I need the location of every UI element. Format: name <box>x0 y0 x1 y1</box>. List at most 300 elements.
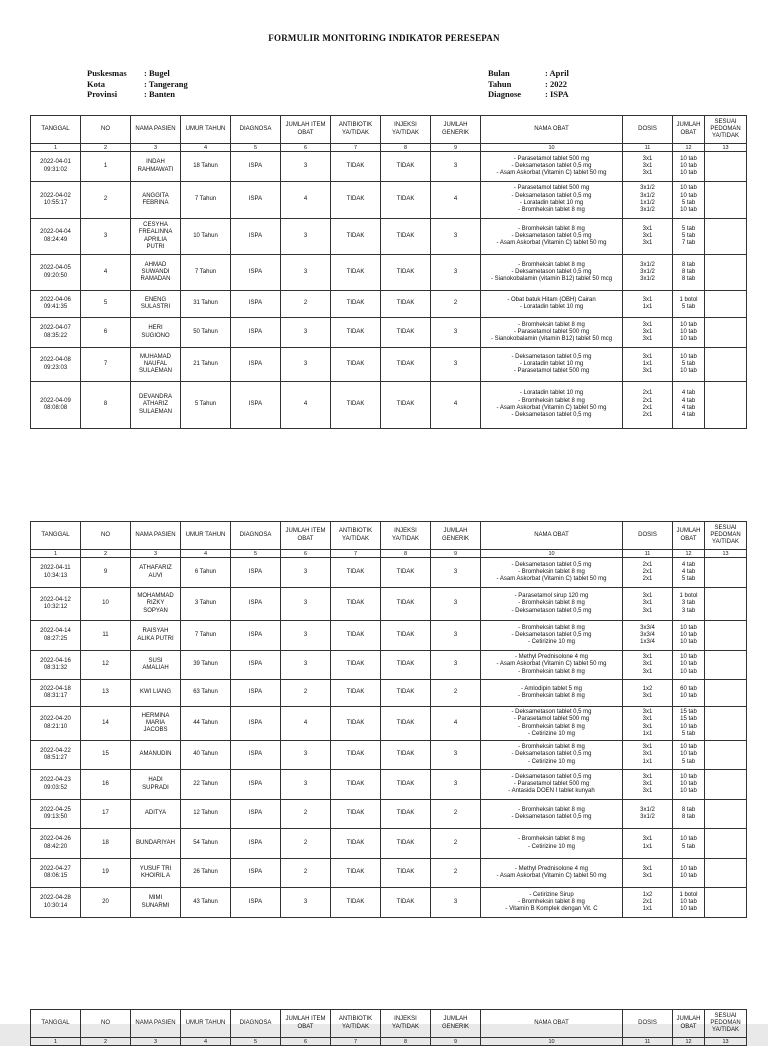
cell-antibiotik: TIDAK <box>331 219 381 255</box>
nama-line: SUNARMI <box>141 902 170 909</box>
cell-nama-obat <box>481 770 623 800</box>
jumlah-obat-line: 10 tab <box>680 639 697 646</box>
tanggal-line: 10:55:17 <box>43 200 68 206</box>
column-number: 11 <box>623 550 673 558</box>
cell-jumlah-item: 3 <box>281 348 331 382</box>
nama-line: APRILIA <box>143 236 167 243</box>
cell-tanggal <box>31 651 81 680</box>
cell-sesuai <box>705 680 747 707</box>
column-number-row <box>31 1038 747 1046</box>
tanggal-line: 2022-04-28 <box>40 895 71 902</box>
cell-dosis <box>623 829 673 859</box>
obat-line: - Cetirizine 10 mg <box>527 730 575 737</box>
jumlah-obat-line: 10 tab <box>680 654 697 661</box>
dosis-line: 3x1/2 <box>640 207 655 214</box>
cell-antibiotik: TIDAK <box>331 770 381 800</box>
cell-dosis <box>623 680 673 707</box>
cell-nama-pasien <box>131 621 181 651</box>
table-row <box>31 588 747 621</box>
obat-line: - Parasetamol tablet 500 mg <box>513 368 590 375</box>
cell-sesuai <box>705 651 747 680</box>
dosis-line: 3x1 <box>642 353 653 360</box>
column-header: UMUR TAHUN <box>181 1010 231 1038</box>
dosis-line: 1x1 <box>642 730 653 737</box>
header-row <box>31 522 747 550</box>
column-number: 5 <box>231 144 281 152</box>
column-number: 5 <box>231 1038 281 1046</box>
table-row <box>31 651 747 680</box>
nama-line: SUWANDI <box>141 268 170 275</box>
cell-dosis <box>623 770 673 800</box>
dosis-line: 2x1 <box>642 561 653 568</box>
obat-line: - Deksametason tablet 0,5 mg <box>511 412 592 419</box>
cell-antibiotik: TIDAK <box>331 255 381 291</box>
cell-diagnosa: ISPA <box>231 741 281 770</box>
cell-injeksi: TIDAK <box>381 741 431 770</box>
column-header: JUMLAH GENERIK <box>431 522 481 550</box>
cell-no: 10 <box>81 588 131 621</box>
jumlah-obat-line: 60 tab <box>680 685 697 692</box>
dosis-line: 3x1 <box>642 836 653 843</box>
cell-jumlah-item: 2 <box>281 680 331 707</box>
cell-generik: 3 <box>431 651 481 680</box>
cell-antibiotik: TIDAK <box>331 741 381 770</box>
cell-nama-obat <box>481 859 623 888</box>
table-row <box>31 859 747 888</box>
cell-sesuai <box>705 741 747 770</box>
table-row <box>31 382 747 429</box>
dosis-line: 3x1 <box>642 225 653 232</box>
cell-umur: 10 Tahun <box>181 219 231 255</box>
obat-line: - Cetirizine 10 mg <box>527 758 575 765</box>
cell-diagnosa: ISPA <box>231 707 281 741</box>
dosis-line: 3x1 <box>642 744 653 751</box>
cell-dosis <box>623 741 673 770</box>
jumlah-obat-line: 4 tab <box>681 568 696 575</box>
column-header: JUMLAH ITEM OBAT <box>281 116 331 144</box>
cell-jumlah-item: 3 <box>281 219 331 255</box>
cell-tanggal <box>31 219 81 255</box>
table-row <box>31 888 747 918</box>
jumlah-obat-line: 5 tab <box>681 200 696 206</box>
cell-nama-obat <box>481 800 623 829</box>
cell-no: 12 <box>81 651 131 680</box>
cell-injeksi: TIDAK <box>381 770 431 800</box>
jumlah-obat-line: 5 tab <box>681 360 696 367</box>
column-number: 3 <box>131 144 181 152</box>
cell-antibiotik: TIDAK <box>331 859 381 888</box>
dosis-line: 3x1 <box>642 170 653 177</box>
jumlah-obat-line: 10 tab <box>680 624 697 631</box>
column-header: NAMA PASIEN <box>131 1010 181 1038</box>
obat-line: - Bromheksin tablet 8 mg <box>518 836 585 843</box>
cell-sesuai <box>705 859 747 888</box>
obat-line: - Bromheksin tablet 8 mg <box>518 744 585 751</box>
cell-antibiotik: TIDAK <box>331 651 381 680</box>
dosis-line: 2x1 <box>642 397 653 404</box>
obat-line: - Amlodipin tablet 5 mg <box>520 685 583 692</box>
column-header: JUMLAH OBAT <box>673 522 705 550</box>
cell-tanggal <box>31 348 81 382</box>
prescription-table-2 <box>30 521 747 918</box>
cell-jumlah-obat <box>673 219 705 255</box>
column-header: NAMA PASIEN <box>131 522 181 550</box>
column-number: 11 <box>623 1038 673 1046</box>
cell-nama-obat <box>481 588 623 621</box>
obat-line: - Deksametason tablet 0,5 mg <box>511 561 592 568</box>
cell-diagnosa: ISPA <box>231 348 281 382</box>
cell-generik: 3 <box>431 588 481 621</box>
nama-line: HERMINA <box>141 712 170 719</box>
column-number: 9 <box>431 1038 481 1046</box>
cell-sesuai <box>705 182 747 219</box>
cell-antibiotik: TIDAK <box>331 680 381 707</box>
cell-injeksi: TIDAK <box>381 255 431 291</box>
cell-sesuai <box>705 318 747 348</box>
column-header: UMUR TAHUN <box>181 116 231 144</box>
cell-umur: 50 Tahun <box>181 318 231 348</box>
jumlah-obat-line: 10 tab <box>680 162 697 169</box>
column-header: JUMLAH ITEM OBAT <box>281 522 331 550</box>
jumlah-obat-line: 5 tab <box>681 304 696 310</box>
obat-line: - Cetirizine 10 mg <box>527 639 575 646</box>
cell-jumlah-obat <box>673 588 705 621</box>
tanggal-line: 10:34:13 <box>43 572 68 579</box>
nama-line: ATHAFARIZ <box>139 565 172 572</box>
dosis-line: 3x1 <box>642 865 653 872</box>
cell-no: 7 <box>81 348 131 382</box>
tanggal-line: 2022-04-22 <box>40 747 71 754</box>
column-number: 10 <box>481 550 623 558</box>
obat-line: - Asam Askorbat (Vitamin C) tablet 50 mg <box>496 576 607 583</box>
cell-no: 4 <box>81 255 131 291</box>
jumlah-obat-line: 10 tab <box>680 321 697 328</box>
cell-injeksi: TIDAK <box>381 588 431 621</box>
cell-jumlah-item: 2 <box>281 800 331 829</box>
column-number: 7 <box>331 550 381 558</box>
tanggal-line: 08:31:17 <box>43 693 68 699</box>
column-header: TANGGAL <box>31 116 81 144</box>
cell-no: 19 <box>81 859 131 888</box>
column-header: NO <box>81 116 131 144</box>
cell-sesuai <box>705 621 747 651</box>
table-row <box>31 348 747 382</box>
cell-sesuai <box>705 829 747 859</box>
column-number: 8 <box>381 144 431 152</box>
obat-line: - Parasetamol tablet 500 mg <box>513 716 590 723</box>
obat-line: - Bromheksin tablet 8 mg <box>518 321 585 328</box>
column-number: 5 <box>231 550 281 558</box>
tanggal-line: 2022-04-04 <box>40 229 71 236</box>
nama-line: RAISYAH <box>142 628 169 635</box>
cell-nama-pasien <box>131 152 181 182</box>
obat-line: - Deksametason tablet 0,5 mg <box>511 232 592 239</box>
table-row <box>31 255 747 291</box>
cell-antibiotik: TIDAK <box>331 588 381 621</box>
cell-diagnosa: ISPA <box>231 382 281 429</box>
cell-injeksi: TIDAK <box>381 829 431 859</box>
tanggal-line: 08:21:10 <box>43 723 68 730</box>
cell-nama-obat <box>481 382 623 429</box>
obat-line: - Asam Askorbat (Vitamin C) tablet 50 mg <box>496 240 607 247</box>
cell-tanggal <box>31 829 81 859</box>
cell-dosis <box>623 382 673 429</box>
obat-line: - Loratadin tablet 10 mg <box>519 360 584 367</box>
cell-antibiotik: TIDAK <box>331 291 381 318</box>
obat-line: - Parasetamol tablet 500 mg <box>513 780 590 787</box>
dosis-line: 2x1 <box>642 568 653 575</box>
cell-injeksi: TIDAK <box>381 152 431 182</box>
dosis-line: 1x1/2 <box>640 200 655 206</box>
dosis-line: 3x1 <box>642 328 653 335</box>
dosis-line: 2x1 <box>642 898 653 905</box>
dosis-line: 3x1 <box>642 593 653 600</box>
nama-line: MUHAMAD <box>140 353 171 360</box>
nama-line: KWI LIANG <box>139 689 171 696</box>
cell-umur: 6 Tahun <box>181 558 231 588</box>
cell-jumlah-item: 2 <box>281 859 331 888</box>
cell-injeksi: TIDAK <box>381 800 431 829</box>
jumlah-obat-line: 4 tab <box>681 561 696 568</box>
cell-umur: 18 Tahun <box>181 152 231 182</box>
dosis-line: 3x1 <box>642 162 653 169</box>
column-number: 6 <box>281 550 331 558</box>
jumlah-obat-line: 8 tab <box>681 261 696 268</box>
cell-nama-obat <box>481 255 623 291</box>
cell-diagnosa: ISPA <box>231 152 281 182</box>
cell-tanggal <box>31 707 81 741</box>
cell-jumlah-obat <box>673 152 705 182</box>
nama-line: SUPRADI <box>142 784 169 791</box>
cell-no: 20 <box>81 888 131 918</box>
table-header <box>31 116 747 152</box>
cell-nama-obat <box>481 558 623 588</box>
table-row <box>31 558 747 588</box>
cell-no: 16 <box>81 770 131 800</box>
cell-antibiotik: TIDAK <box>331 888 381 918</box>
tanggal-line: 2022-04-08 <box>40 357 71 364</box>
cell-jumlah-item: 4 <box>281 707 331 741</box>
cell-dosis <box>623 651 673 680</box>
nama-line: KHOIRIL A <box>140 873 171 879</box>
cell-umur: 5 Tahun <box>181 382 231 429</box>
table-row <box>31 152 747 182</box>
nama-line: FREALINNA <box>138 229 173 236</box>
dosis-line: 3x3/4 <box>640 624 655 631</box>
column-number: 9 <box>431 550 481 558</box>
tanggal-line: 2022-04-11 <box>40 565 71 572</box>
info-row-kota <box>87 79 188 90</box>
cell-nama-pasien <box>131 707 181 741</box>
cell-no: 2 <box>81 182 131 219</box>
tanggal-line: 09:20:50 <box>43 272 68 279</box>
cell-umur: 43 Tahun <box>181 888 231 918</box>
info-key: Kota <box>87 78 105 89</box>
obat-line: - Deksametason tablet 0,5 mg <box>511 814 592 820</box>
dosis-line: 3x1 <box>642 296 653 303</box>
tanggal-line: 2022-04-14 <box>40 628 71 635</box>
obat-line: - Deksametason tablet 0,5 mg <box>511 607 592 614</box>
table-row <box>31 182 747 219</box>
cell-jumlah-item: 4 <box>281 182 331 219</box>
cell-generik: 2 <box>431 800 481 829</box>
header-row <box>31 116 747 144</box>
cell-jumlah-item: 3 <box>281 621 331 651</box>
nama-line: INDAH <box>146 159 165 166</box>
obat-line: - Cetirizine Sirup <box>529 891 574 898</box>
cell-generik: 2 <box>431 291 481 318</box>
cell-dosis <box>623 318 673 348</box>
dosis-line: 3x1/2 <box>640 185 655 192</box>
jumlah-obat-line: 1 botol <box>679 593 698 600</box>
column-number: 2 <box>81 1038 131 1046</box>
cell-diagnosa: ISPA <box>231 318 281 348</box>
cell-umur: 7 Tahun <box>181 621 231 651</box>
cell-diagnosa: ISPA <box>231 182 281 219</box>
cell-sesuai <box>705 291 747 318</box>
jumlah-obat-line: 10 tab <box>680 873 697 879</box>
column-header: JUMLAH OBAT <box>673 1010 705 1038</box>
cell-sesuai <box>705 707 747 741</box>
cell-jumlah-item: 2 <box>281 829 331 859</box>
column-header: JUMLAH GENERIK <box>431 116 481 144</box>
tanggal-line: 2022-04-07 <box>40 325 71 332</box>
tanggal-line: 08:42:20 <box>43 843 68 850</box>
cell-diagnosa: ISPA <box>231 680 281 707</box>
jumlah-obat-line: 3 tab <box>681 600 696 607</box>
nama-line: AMALIAH <box>142 665 169 671</box>
column-header: ANTIBIOTIK YA/TIDAK <box>331 522 381 550</box>
tanggal-line: 2022-04-25 <box>40 806 71 813</box>
cell-nama-obat <box>481 741 623 770</box>
column-header: DIAGNOSA <box>231 1010 281 1038</box>
cell-diagnosa: ISPA <box>231 800 281 829</box>
cell-nama-obat <box>481 651 623 680</box>
cell-injeksi: TIDAK <box>381 680 431 707</box>
cell-tanggal <box>31 152 81 182</box>
column-header: INJEKSI YA/TIDAK <box>381 116 431 144</box>
cell-nama-pasien <box>131 888 181 918</box>
dosis-line: 1x1 <box>642 304 653 310</box>
jumlah-obat-line: 10 tab <box>680 865 697 872</box>
dosis-line: 3x1 <box>642 661 653 668</box>
table-row <box>31 621 747 651</box>
cell-nama-pasien <box>131 382 181 429</box>
dosis-line: 1x1 <box>642 906 653 913</box>
nama-line: AUVI <box>148 572 163 579</box>
nama-line: MOHAMMAD <box>137 593 174 600</box>
cell-generik: 3 <box>431 621 481 651</box>
nama-line: ATHARIZ <box>142 401 169 408</box>
jumlah-obat-line: 10 tab <box>680 723 697 730</box>
dosis-line: 3x1 <box>642 751 653 758</box>
jumlah-obat-line: 10 tab <box>680 192 697 199</box>
table-header <box>31 522 747 558</box>
tanggal-line: 08:35:22 <box>43 332 68 339</box>
nama-line: MIMI <box>148 895 163 902</box>
dosis-line: 3x1 <box>642 321 653 328</box>
cell-dosis <box>623 888 673 918</box>
cell-injeksi: TIDAK <box>381 651 431 680</box>
jumlah-obat-line: 10 tab <box>680 773 697 780</box>
cell-jumlah-obat <box>673 651 705 680</box>
column-number: 12 <box>673 144 705 152</box>
jumlah-obat-line: 10 tab <box>680 906 697 913</box>
jumlah-obat-line: 4 tab <box>681 405 696 411</box>
cell-no: 6 <box>81 318 131 348</box>
cell-sesuai <box>705 255 747 291</box>
column-number: 13 <box>705 144 747 152</box>
cell-dosis <box>623 707 673 741</box>
cell-antibiotik: TIDAK <box>331 318 381 348</box>
cell-diagnosa: ISPA <box>231 291 281 318</box>
cell-diagnosa: ISPA <box>231 255 281 291</box>
cell-sesuai <box>705 558 747 588</box>
column-header: TANGGAL <box>31 522 81 550</box>
dosis-line: 3x1 <box>642 368 653 375</box>
column-number-row <box>31 144 747 152</box>
cell-tanggal <box>31 588 81 621</box>
column-number: 4 <box>181 1038 231 1046</box>
cell-tanggal <box>31 382 81 429</box>
obat-line: - Antasida DOEN I tablet kunyah <box>508 788 595 795</box>
tanggal-line: 08:51:27 <box>43 755 68 761</box>
cell-nama-pasien <box>131 348 181 382</box>
jumlah-obat-line: 5 tab <box>681 225 696 232</box>
jumlah-obat-line: 4 tab <box>681 390 696 397</box>
dosis-line: 3x3/4 <box>640 631 655 638</box>
dosis-line: 3x1 <box>642 600 653 607</box>
obat-line: - Deksametason tablet 0,5 mg <box>511 708 592 715</box>
cell-generik: 3 <box>431 741 481 770</box>
column-header: ANTIBIOTIK YA/TIDAK <box>331 116 381 144</box>
column-header: NAMA OBAT <box>481 1010 623 1038</box>
cell-dosis <box>623 219 673 255</box>
column-header: INJEKSI YA/TIDAK <box>381 522 431 550</box>
obat-line: - Loratadin tablet 10 mg <box>519 304 584 310</box>
cell-generik: 4 <box>431 182 481 219</box>
cell-antibiotik: TIDAK <box>331 558 381 588</box>
cell-generik: 3 <box>431 348 481 382</box>
jumlah-obat-line: 10 tab <box>680 668 697 675</box>
cell-injeksi: TIDAK <box>381 558 431 588</box>
cell-jumlah-obat <box>673 829 705 859</box>
jumlah-obat-line: 4 tab <box>681 412 696 419</box>
column-number: 12 <box>673 550 705 558</box>
obat-line: - Parasetamol tablet 500 mg <box>513 155 590 162</box>
nama-line: AHMAD <box>144 261 167 268</box>
cell-dosis <box>623 348 673 382</box>
nama-line: NAUFAL <box>143 360 168 367</box>
nama-line: SULASTRI <box>140 304 171 310</box>
tanggal-line: 08:24:49 <box>43 236 68 243</box>
dosis-line: 2x1 <box>642 390 653 397</box>
cell-no: 1 <box>81 152 131 182</box>
cell-tanggal <box>31 621 81 651</box>
cell-antibiotik: TIDAK <box>331 800 381 829</box>
obat-line: - Bromheksin tablet 8 mg <box>518 568 585 575</box>
info-value: : ISPA <box>545 89 569 99</box>
obat-line: - Parasetamol sirup 120 mg <box>514 593 589 600</box>
dosis-line: 3x1/2 <box>640 261 655 268</box>
dosis-line: 1x3/4 <box>640 639 655 646</box>
info-key: Tahun <box>488 78 512 89</box>
column-number: 8 <box>381 550 431 558</box>
cell-umur: 7 Tahun <box>181 255 231 291</box>
cell-diagnosa: ISPA <box>231 621 281 651</box>
cell-jumlah-item: 3 <box>281 152 331 182</box>
cell-umur: 31 Tahun <box>181 291 231 318</box>
